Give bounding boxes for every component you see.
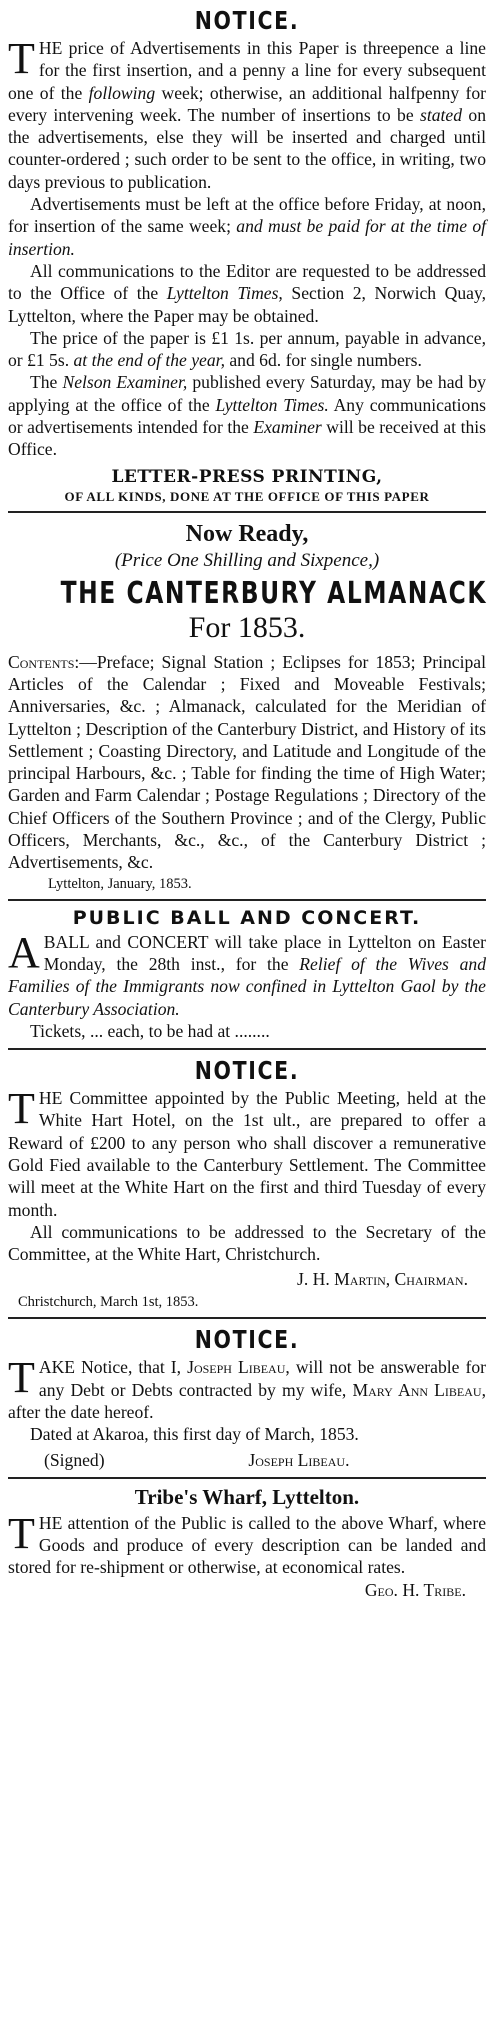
wharf-signature: Geo. H. Tribe. [364,1579,466,1600]
printing-heading: LETTER-PRESS PRINTING, [111,466,383,487]
almanack-dateline: Lyttelton, January, 1853. [48,875,192,892]
wharf-notice: THE attention of the Public is called to the above Wharf, where Goods and produce of every description can be landed and stored for re-shipment or otherwise, at economical rates. Geo. H. Tribe. [8,1508,486,1600]
notice-editor-address: All communications to the Editor are requested to be addressed to the Office of the Lyttelton Times, Section 2, Norwich Quay, Lyttelton, where the Paper may be obtained. [8,260,487,326]
drop-cap: T [8,1353,35,1403]
notice-heading: NOTICE. [194,6,300,35]
almanack-now-ready: Now Ready, [185,520,309,547]
notice-heading: NOTICE. [194,1056,300,1086]
notice-heading: NOTICE. [194,1325,300,1355]
ball-heading: PUBLIC BALL AND CONCERT. [72,906,422,929]
almanack-title: THE CANTERBURY ALMANACK [60,575,488,611]
gold-reward-notice: THE Committee appointed by the Public Meeting, held at the White Hart Hotel, on the 1st ult., are prepared to offer a Reward of £200 to any person who shall discover a remunerative Gold Fied available to the Canterbury Settlement. The Committee will meet at the White Hart on the first and third Tuesday of every month. [8,1084,486,1220]
notice-paper-price: The price of the paper is £1 1s. per annum, payable in advance, or £1 5s. at the end of the year, and 6d. for single numbers. [8,327,486,371]
almanack-year: For 1853. [188,610,306,644]
libeau-dated: Dated at Akaroa, this first day of March, 1853. [30,1424,359,1445]
divider [8,511,486,513]
gold-reward-communications: All communications to be addressed to the Secretary of the Committee, at the White Hart, Christchurch. [8,1221,486,1265]
divider [8,1317,486,1319]
gold-reward-signature: J. H. Martin, Chairman. [297,1269,468,1290]
printing-subheading: OF ALL KINDS, DONE AT THE OFFICE OF THIS PAPER [64,488,430,504]
notice-nelson-examiner: The Nelson Examiner, published every Saturday, may be had by applying at the office of the Lyttelton Times. Any communications or advertisements intended for the Examiner will be received at this Office. [8,372,487,460]
almanack-contents: Contents:—Preface; Signal Station ; Eclipses for 1853; Principal Articles of the Calendar ; Fixed and Moveable Festivals; Anniversaries, &c. ; Almanack, calculated for the Meridian of Lyttelton ; Description of the Canterbury District, and History of its Settlement ; Coasting Directory, and Latitude and Longitude of the principal Harbours, &c. ; Table for finding the time of High Water; Garden and Farm Calendar ; Postage Regulations ; Directory of the Chief Officers of the Southern Province ; and of the Clergy, Public Officers, Merchants, &c., &c., of the Canterbury District ; Advertisements, &c. [8,651,486,873]
drop-cap: T [8,1084,35,1134]
gold-reward-dateline: Christchurch, March 1st, 1853. [18,1294,199,1311]
drop-cap: A [8,927,40,977]
ball-announcement: ABALL and CONCERT will take place in Lyttelton on Easter Monday, the 28th inst., for the Relief of the Wives and Families of the Immigrants now confined in Lyttelton Gaol by the Canterbury Association. [8,927,487,1019]
wharf-heading: Tribe's Wharf, Lyttelton. [134,1484,360,1509]
drop-cap: T [8,1508,35,1558]
divider [8,1048,486,1050]
drop-cap: T [8,34,35,83]
almanack-price: (Price One Shilling and Sixpence,) [114,549,380,571]
notice-deadline: Advertisements must be left at the office before Friday, at noon, for insertion of the same week; and must be paid for at the time of insertion. [8,194,487,259]
divider [8,1477,486,1479]
libeau-signature: (Signed) Joseph Libeau. [44,1449,350,1470]
divider [8,899,486,901]
ball-tickets: Tickets, ... each, to be had at ........ [30,1020,270,1041]
libeau-notice: TAKE Notice, that I, Joseph Libeau, will not be answerable for any Debt or Debts contracted by my wife, Mary Ann Libeau, after the date hereof. [8,1353,487,1423]
notice-advertising-rates: THE price of Advertisements in this Paper is threepence a line for the first insertion, and a penny a line for every subsequent one of the following week; otherwise, an additional halfpenny for every intervening week. The number of insertions to be stated on the advertisements, else they will be inserted and charged until counter-ordered ; such order to be sent to the office, in writing, two days previous to publication. [8,34,486,192]
